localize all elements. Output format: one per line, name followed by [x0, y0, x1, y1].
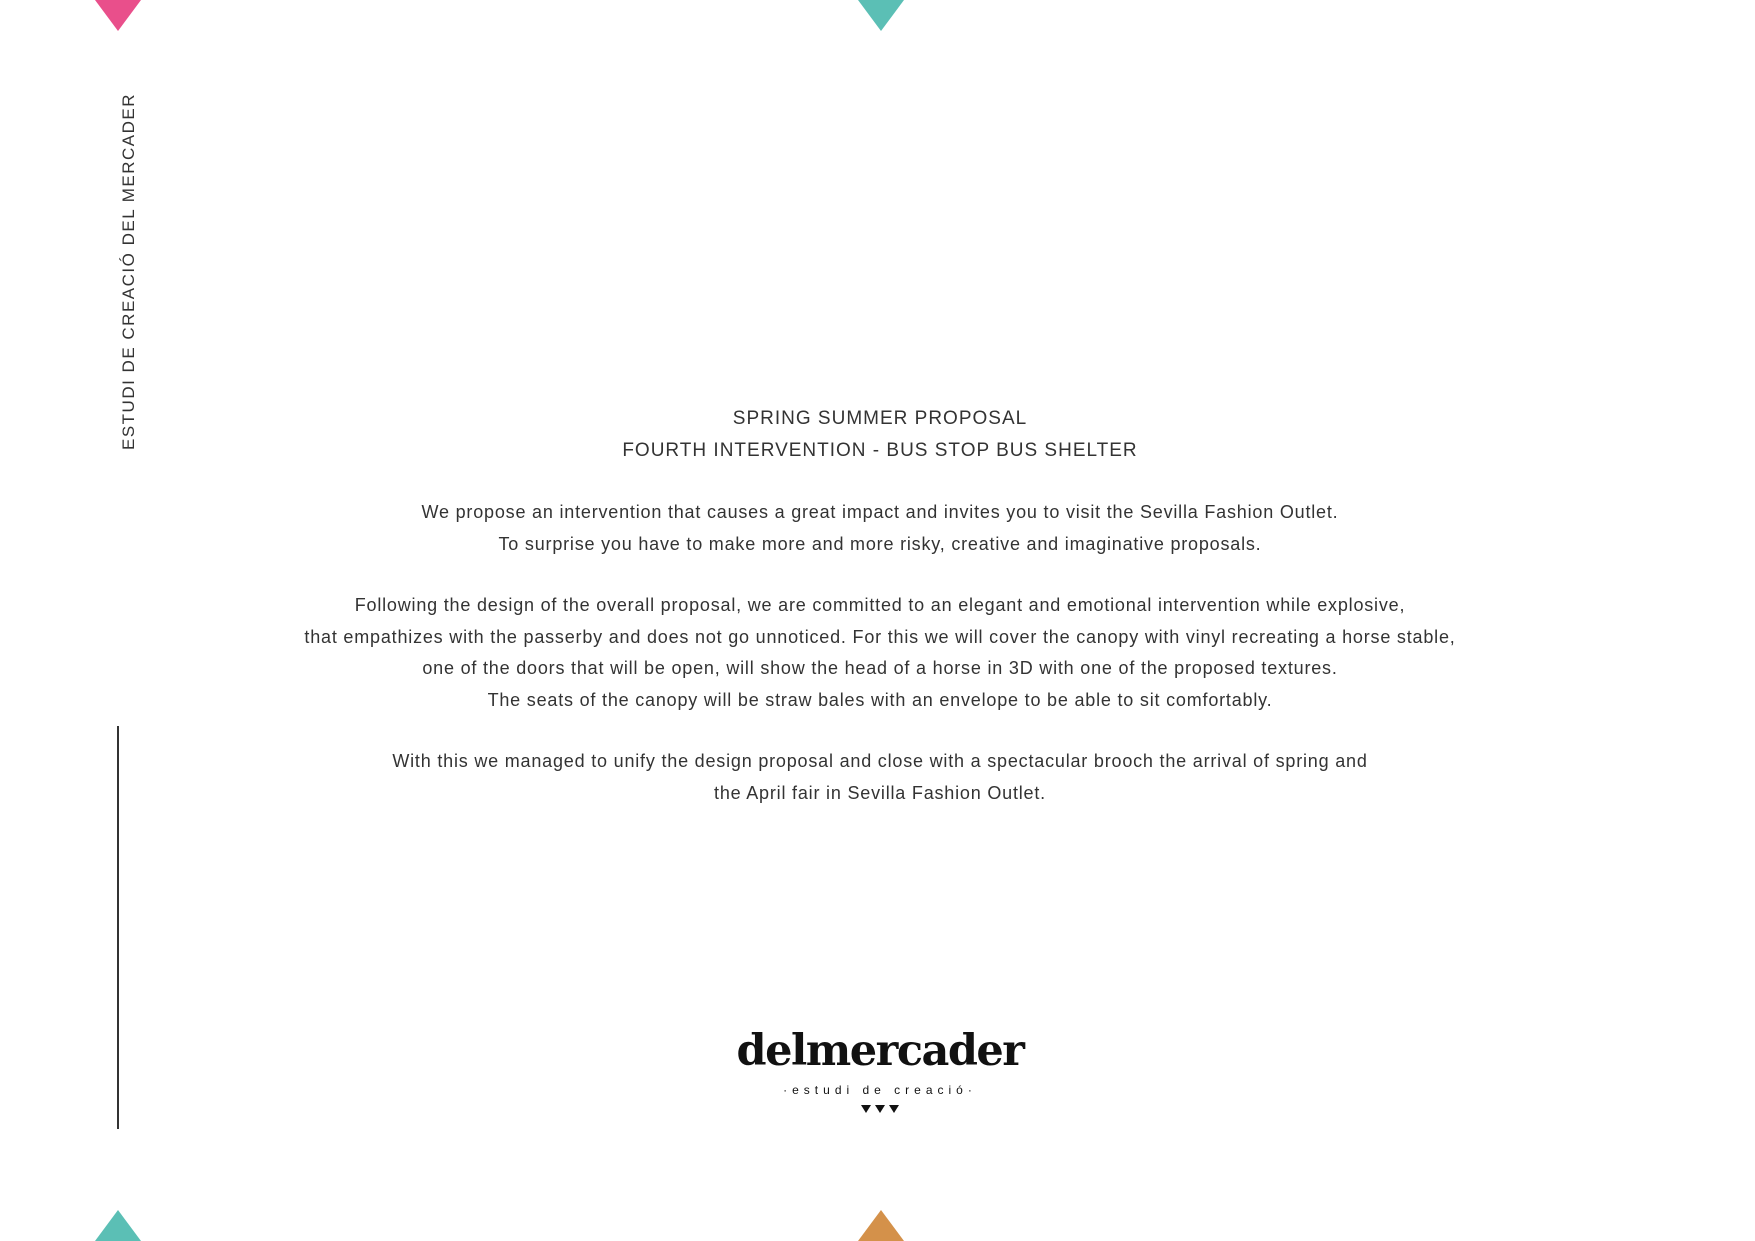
pink-triangle-top-left [95, 0, 141, 31]
paragraph-3-line-1: With this we managed to unify the design proposal and close with a spectacular brooch the arrival of spring and [392, 751, 1368, 771]
title-line-1: SPRING SUMMER PROPOSAL [732, 408, 1028, 429]
logo-triangles-icon [700, 1105, 1060, 1113]
paragraph-1-line-2: To surprise you have to make more and more risky, creative and imaginative proposals. [498, 533, 1262, 554]
vertical-studio-label: ESTUDI DE CREACIÓ DEL MERCADER [119, 92, 138, 450]
logo-tagline: ·estudi de creació· [783, 1083, 977, 1097]
paragraph-2 [230, 590, 1530, 716]
paragraph-1 [230, 497, 1530, 560]
paragraph-2-line-2: that empathizes with the passerby and does not go unnoticed. For this we will cover the canopy with vinyl recreating a horse stable, [304, 626, 1456, 647]
orange-triangle-bottom-center [858, 1210, 904, 1241]
proposal-content [230, 403, 1530, 809]
teal-triangle-bottom-left [95, 1210, 141, 1241]
vertical-divider-line [117, 726, 119, 1129]
logo-triangle-icon [875, 1105, 885, 1113]
title-line-2: FOURTH INTERVENTION - BUS STOP BUS SHELTER [622, 440, 1138, 461]
teal-triangle-top-center [858, 0, 904, 31]
paragraph-2-line-1: Following the design of the overall proposal, we are committed to an elegant and emotional intervention while explosive, [354, 595, 1406, 615]
paragraph-3-line-2: the April fair in Sevilla Fashion Outlet. [714, 782, 1046, 803]
logo-triangle-icon [861, 1105, 871, 1113]
logo-wordmark: delmercader [736, 1026, 1024, 1076]
paragraph-3 [230, 746, 1530, 809]
paragraph-2-line-4: The seats of the canopy will be straw bales with an envelope to be able to sit comfortably. [487, 689, 1273, 710]
paragraph-2-line-3: one of the doors that will be open, will show the head of a horse in 3D with one of the proposed textures. [422, 658, 1338, 678]
paragraph-1-line-1: We propose an intervention that causes a great impact and invites you to visit the Sevilla Fashion Outlet. [421, 502, 1339, 522]
logo-triangle-icon [889, 1105, 899, 1113]
delmercader-logo [700, 1025, 1060, 1113]
